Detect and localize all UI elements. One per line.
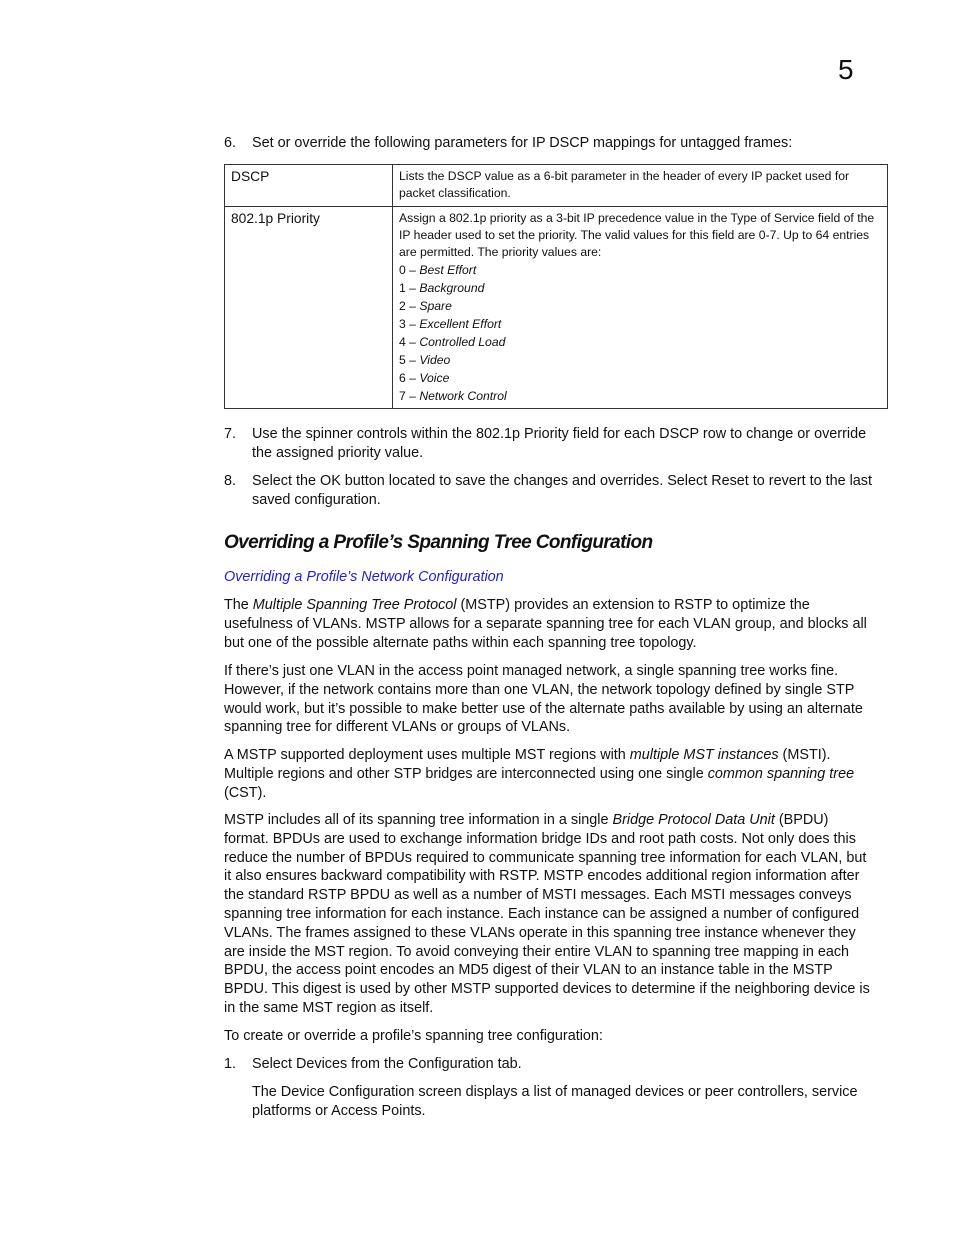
priority-value xyxy=(399,351,881,369)
text-run: Select xyxy=(252,1056,296,1072)
term-bpdu: Bridge Protocol Data Unit xyxy=(612,812,775,828)
paragraph-msti xyxy=(224,746,874,802)
text-run: The xyxy=(224,597,253,613)
priority-label: Background xyxy=(419,281,485,295)
ui-term-ok: OK xyxy=(320,473,341,489)
text-run: button located to save the changes and overrides. Select xyxy=(340,473,712,489)
priority-label: Best Effort xyxy=(419,263,477,277)
section-title: Overriding a Profile’s Spanning Tree Configuration xyxy=(224,532,653,553)
dscp-parameters-table xyxy=(224,164,888,409)
param-name-priority: 802.1p Priority xyxy=(225,207,393,409)
term-cst: common spanning tree xyxy=(707,765,855,782)
priority-value xyxy=(399,369,881,387)
ui-term-devices: Devices xyxy=(296,1056,348,1072)
table-row xyxy=(225,165,888,207)
term-msti: multiple MST instances xyxy=(629,747,779,763)
priority-num: 4 xyxy=(399,335,406,349)
term-mstp: Multiple Spanning Tree Protocol xyxy=(252,597,457,613)
param-desc-dscp: Lists the DSCP value as a 6-bit parameter in the header of every IP packet used for packet classification. xyxy=(393,165,888,207)
text-run: (CST). xyxy=(224,784,267,801)
paragraph-procedure-intro: To create or override a profile’s spanning tree configuration: xyxy=(224,1028,603,1044)
dash: – xyxy=(405,371,420,385)
dash: – xyxy=(405,389,420,403)
ui-term-reset: Reset xyxy=(711,473,749,489)
param-name-dscp: DSCP xyxy=(225,165,393,207)
priority-num: 7 xyxy=(399,389,406,403)
text-run: (MSTP) provides an extension to RSTP to optimize the usefulness of VLANs. MSTP allows for a separate spanning tree for each VLAN group, and blocks all but one of the possible alternate paths within each spanning tree topology. xyxy=(224,597,867,651)
priority-label: Voice xyxy=(419,371,450,385)
text-run: row to change or override the assigned priority value. xyxy=(252,426,867,461)
text-run: A MSTP supported deployment uses multiple MST regions with xyxy=(224,747,630,763)
step-1-text xyxy=(252,1055,874,1074)
dash: – xyxy=(405,317,420,331)
text-run: Use the spinner controls within the xyxy=(252,426,476,442)
text-run: field for each xyxy=(568,426,660,442)
priority-description: Assign a 802.1p priority as a 3-bit IP precedence value in the Type of Service field of the IP header used to set the priority. The valid values for this field are 0-7. Up to 64 entries are permitted. The priority values are: xyxy=(399,211,875,259)
priority-value xyxy=(399,333,881,351)
text-run: MSTP includes all of its spanning tree information in a single xyxy=(224,812,613,828)
dash: – xyxy=(405,281,420,295)
ui-term-priority: 802.1p Priority xyxy=(475,426,569,442)
text-run: (MSTI). Multiple regions and other STP bridges are interconnected using one single xyxy=(224,747,831,782)
dash: – xyxy=(405,335,420,349)
paragraph-single-vlan: If there’s just one VLAN in the access point managed network, a single spanning tree works fine. However, if the network contains more than one VLAN, the network topology defined by single STP would work, but it’s possible to make better use of the alternate paths available by using an alternate spanning tree for different VLANs or groups of VLANs. xyxy=(224,663,863,736)
priority-label: Excellent Effort xyxy=(419,317,502,331)
text-run: (BPDU) format. BPDUs are used to exchange information bridge IDs and root path costs. Not only does this reduce the number of BPDUs required to communicate spanning tree information for each VLAN, but it also ensures backward compatibility with RSTP. MSTP encodes additional region information after the standard RSTP BPDU as well as a number of MSTI messages. Each MSTI messages conveys spanning tree information for each instance. Each instance can be assigned a number of configured VLANs. The frames assigned to these VLANs operate in this spanning tree instance whenever they are inside the MST region. To avoid conveying their entire VLAN to spanning tree mapping in each BPDU, the access point encodes an MD5 digest of their VLAN to an instance table in the MSTP BPDU. This digest is used by other MSTP supported devices to determine if the neighboring device is in the same MST region as itself. xyxy=(224,812,870,1016)
priority-num: 2 xyxy=(399,299,406,313)
text-run: Select the xyxy=(252,473,320,489)
chapter-number: 5 xyxy=(838,54,854,85)
priority-value xyxy=(399,315,881,333)
priority-num: 0 xyxy=(399,263,406,277)
priority-value xyxy=(399,297,881,315)
priority-value xyxy=(399,279,881,297)
param-desc-priority xyxy=(393,207,888,409)
paragraph-mstp-intro xyxy=(224,596,874,652)
priority-value xyxy=(399,261,881,279)
step-1-note: The Device Configuration screen displays a list of managed devices or peer controllers, service platforms or Access Points. xyxy=(252,1084,858,1119)
priority-num: 1 xyxy=(399,281,406,295)
dash: – xyxy=(405,299,420,313)
dash: – xyxy=(405,263,420,277)
priority-values-list xyxy=(399,261,881,405)
priority-num: 6 xyxy=(399,371,406,385)
step-7-number: 7. xyxy=(224,426,237,442)
priority-label: Video xyxy=(419,353,451,367)
priority-label: Network Control xyxy=(419,389,507,403)
text-run: from the Configuration tab. xyxy=(347,1056,522,1072)
paragraph-bpdu xyxy=(224,811,874,1018)
ui-term-dscp: DSCP xyxy=(659,426,699,442)
priority-num: 3 xyxy=(399,317,406,331)
step-1-number: 1. xyxy=(224,1056,237,1072)
step-8-text xyxy=(252,472,874,510)
step-8-number: 8. xyxy=(224,473,237,489)
step-6-number: 6. xyxy=(224,135,237,151)
step-6-text: Set or override the following parameters for IP DSCP mappings for untagged frames: xyxy=(252,135,793,151)
priority-num: 5 xyxy=(399,353,406,367)
table-row xyxy=(225,207,888,409)
step-7-text xyxy=(252,425,874,463)
priority-label: Controlled Load xyxy=(419,335,506,349)
text-run: to revert to the last saved configuration. xyxy=(252,473,872,508)
priority-value xyxy=(399,387,881,405)
dash: – xyxy=(405,353,420,367)
network-configuration-link[interactable]: Overriding a Profile’s Network Configuration xyxy=(224,569,504,585)
priority-label: Spare xyxy=(419,299,452,313)
